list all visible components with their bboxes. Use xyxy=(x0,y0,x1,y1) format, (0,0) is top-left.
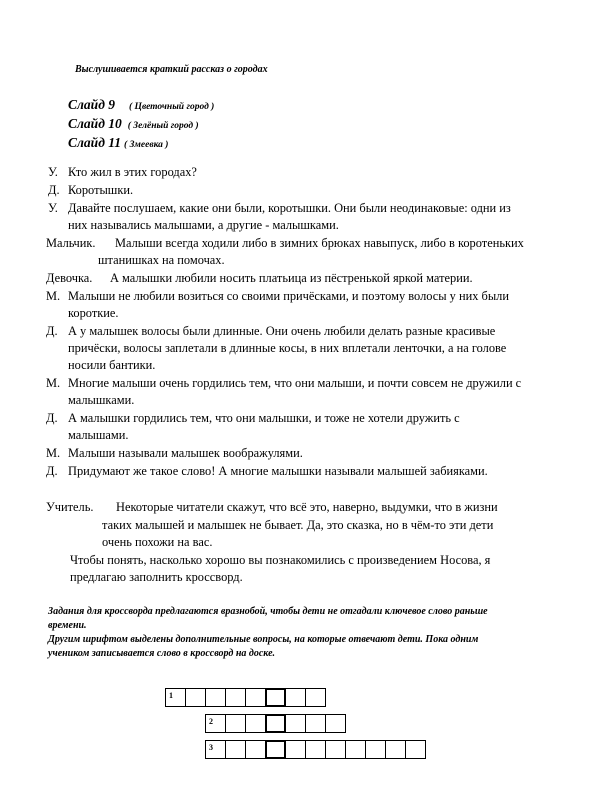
teacher-line xyxy=(70,570,243,585)
crossword-cell[interactable] xyxy=(285,740,306,759)
line-text: А малышки гордились тем, что они малышки, и тоже не хотели дружить с xyxy=(68,411,460,425)
crossword-cell[interactable] xyxy=(245,714,266,733)
crossword-cell[interactable] xyxy=(245,740,266,759)
dialogue-line xyxy=(46,236,524,251)
speaker: М. xyxy=(46,376,61,390)
dialogue-line xyxy=(68,428,128,443)
crossword-cell[interactable] xyxy=(365,740,386,759)
crossword-cell[interactable] xyxy=(405,740,426,759)
slide-title: Слайд 9 xyxy=(68,97,116,112)
slide-note: ( Змеевка ) xyxy=(124,140,169,150)
dialogue-line xyxy=(48,165,197,180)
line-text: Придумают же такое слово! А многие малышки называли малышей забияками. xyxy=(68,464,488,478)
dialogue-line xyxy=(68,341,506,356)
crossword-cell[interactable] xyxy=(325,740,346,759)
line-text: штанишках на помочах. xyxy=(98,253,225,267)
crossword-cell[interactable] xyxy=(225,740,246,759)
dialogue-line xyxy=(68,393,134,408)
slide-11-line xyxy=(68,134,168,152)
crossword-cell[interactable] xyxy=(165,688,186,707)
slide-note: ( Цветочный город ) xyxy=(129,102,215,112)
dialogue-line xyxy=(68,358,155,373)
line-text: малышами. xyxy=(68,428,129,442)
instruction-note: учеником записывается слово в кроссворд на доске. xyxy=(48,648,276,659)
dialogue-line xyxy=(48,183,133,198)
teacher-line xyxy=(102,535,212,550)
dialogue-line xyxy=(46,464,488,479)
instruction-note: Задания для кроссворда предлагаются вразнобой, чтобы дети не отгадали ключевое слово раньше xyxy=(48,606,488,617)
clue-number: 1 xyxy=(169,691,173,700)
line-text: А у малышек волосы были длинные. Они очень любили делать разные красивые xyxy=(68,324,496,338)
dialogue-line xyxy=(98,253,225,268)
key-word-cell[interactable] xyxy=(265,714,286,733)
crossword-cell[interactable] xyxy=(205,688,226,707)
line-text: Чтобы понять, насколько хорошо вы познакомились с произведением Носова, я xyxy=(70,553,491,567)
line-text: короткие. xyxy=(68,306,119,320)
line-text: Коротышки. xyxy=(68,183,134,197)
dialogue-line xyxy=(46,411,460,426)
line-text: Малыши называли малышек воображулями. xyxy=(68,446,303,460)
teacher-line xyxy=(70,553,490,568)
instruction-note: Другим шрифтом выделены дополнительные вопросы, на которые отвечают дети. Пока одним xyxy=(48,634,479,645)
crossword-cell[interactable] xyxy=(305,714,326,733)
slide-title: Слайд 11 xyxy=(68,135,122,150)
dialogue-line xyxy=(46,271,473,286)
speaker: Д. xyxy=(46,464,58,478)
speaker: Мальчик. xyxy=(46,236,96,250)
line-text: Давайте послушаем, какие они были, коротышки. Они были неодинаковые: одни из xyxy=(68,201,511,215)
clue-number: 3 xyxy=(209,743,213,752)
crossword-cell[interactable] xyxy=(205,714,226,733)
crossword-cell[interactable] xyxy=(385,740,406,759)
instruction-note: времени. xyxy=(48,620,87,631)
crossword-cell[interactable] xyxy=(305,740,326,759)
line-text: Кто жил в этих городах? xyxy=(68,165,197,179)
crossword-cell[interactable] xyxy=(345,740,366,759)
line-text: Малыши не любили возиться со своими причёсками, и поэтому волосы у них были xyxy=(68,289,509,303)
dialogue-line xyxy=(68,306,118,321)
dialogue-line xyxy=(46,376,521,391)
speaker: Д. xyxy=(46,411,58,425)
dialogue-line xyxy=(46,446,303,461)
speaker: М. xyxy=(46,446,61,460)
key-word-cell[interactable] xyxy=(265,688,286,707)
dialogue-line xyxy=(46,289,509,304)
line-text: А малышки любили носить платьица из пёстренькой яркой материи. xyxy=(110,271,473,285)
teacher-line xyxy=(102,518,493,533)
speaker: Девочка. xyxy=(46,271,93,285)
crossword-cell[interactable] xyxy=(245,688,266,707)
slide-10-line xyxy=(68,115,199,133)
line-text: малышками. xyxy=(68,393,135,407)
speaker: Учитель. xyxy=(46,500,94,514)
crossword-cell[interactable] xyxy=(225,688,246,707)
slide-title: Слайд 10 xyxy=(68,116,122,131)
line-text: носили бантики. xyxy=(68,358,156,372)
speaker: М. xyxy=(46,289,61,303)
line-text: очень похожи на вас. xyxy=(102,535,213,549)
intro-line: Выслушивается краткий рассказ о городах xyxy=(75,64,268,75)
crossword-cell[interactable] xyxy=(325,714,346,733)
crossword-cell[interactable] xyxy=(205,740,226,759)
line-text: них назывались малышами, а другие - малышками. xyxy=(68,218,339,232)
clue-number: 2 xyxy=(209,717,213,726)
line-text: таких малышей и малышек не бывает. Да, это сказка, но в чём-то эти дети xyxy=(102,518,494,532)
teacher-line xyxy=(46,500,498,515)
key-word-cell[interactable] xyxy=(265,740,286,759)
crossword-cell[interactable] xyxy=(185,688,206,707)
speaker: У. xyxy=(48,201,58,215)
crossword-cell[interactable] xyxy=(225,714,246,733)
line-text: Некоторые читатели скажут, что всё это, наверно, выдумки, что в жизни xyxy=(116,500,498,514)
line-text: предлагаю заполнить кроссворд. xyxy=(70,570,243,584)
slide-note: ( Зелёный город ) xyxy=(127,121,199,131)
slide-9-line xyxy=(68,96,214,114)
crossword-cell[interactable] xyxy=(285,688,306,707)
speaker: У. xyxy=(48,165,58,179)
speaker: Д. xyxy=(48,183,60,197)
crossword-cell[interactable] xyxy=(285,714,306,733)
line-text: Малыши всегда ходили либо в зимних брюках навыпуск, либо в коротеньких xyxy=(115,236,524,250)
dialogue-line xyxy=(68,218,339,233)
dialogue-line xyxy=(48,201,511,216)
line-text: причёски, волосы заплетали в длинные косы, в них вплетали ленточки, а на голове xyxy=(68,341,507,355)
dialogue-line xyxy=(46,324,495,339)
speaker: Д. xyxy=(46,324,58,338)
crossword-cell[interactable] xyxy=(305,688,326,707)
line-text: Многие малыши очень гордились тем, что они малыши, и почти совсем не дружили с xyxy=(68,376,522,390)
